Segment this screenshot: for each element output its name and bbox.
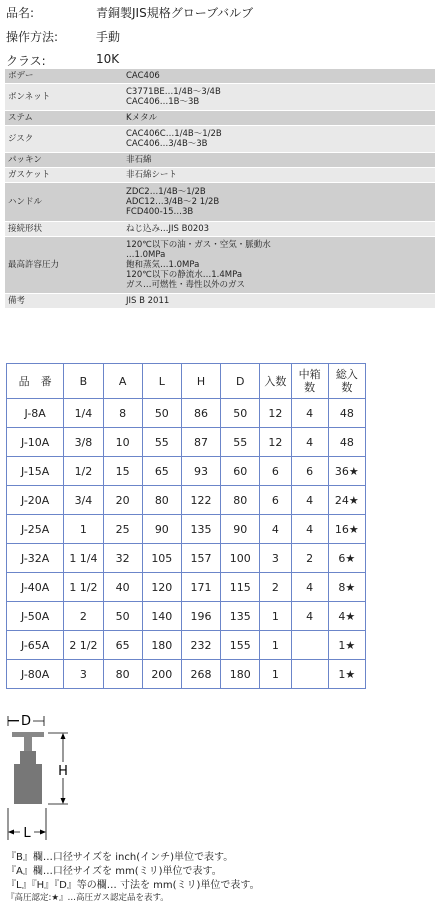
table-cell: 6 (291, 457, 328, 486)
table-cell: J-50A (7, 602, 64, 631)
table-header: 入数 (260, 364, 291, 399)
spec-value-line: 120℃以下の静流水…1.4MPa (126, 270, 243, 280)
table-row (7, 573, 366, 602)
table-cell: 200 (142, 660, 181, 689)
table-header: A (103, 364, 142, 399)
table-cell: 100 (221, 544, 260, 573)
table-cell: 135 (181, 515, 220, 544)
spec-label: ステム (5, 111, 123, 126)
table-header: 総入 数 (328, 364, 365, 399)
spec-value (123, 237, 435, 294)
spec-value-line: C3771BE…1/4B〜3/4B (126, 87, 221, 97)
table-cell: 157 (181, 544, 220, 573)
table-cell: 140 (142, 602, 181, 631)
table-cell: 55 (142, 428, 181, 457)
valve-handle (12, 732, 44, 737)
table-cell: 48 (328, 428, 365, 457)
header-label: 操作方法: (6, 30, 59, 44)
table-cell: 2 (64, 602, 103, 631)
spec-label: 備考 (5, 294, 123, 309)
spec-value-line: 120℃以下の油・ガス・空気・脈動水 (126, 240, 271, 250)
table-header: H (181, 364, 220, 399)
table-cell: 80 (221, 486, 260, 515)
spec-label: ボンネット (5, 84, 123, 111)
table-cell: 4 (291, 515, 328, 544)
spec-value (123, 183, 435, 222)
d-label: D (20, 714, 32, 729)
note-line: 『高圧認定:★』…高圧ガス認定品を表す。 (6, 893, 169, 903)
spec-row (5, 294, 435, 309)
table-cell: 1/4 (64, 399, 103, 428)
spec-label: ハンドル (5, 183, 123, 222)
spec-row (5, 168, 435, 183)
table-cell: 155 (221, 631, 260, 660)
table-header: D (221, 364, 260, 399)
table-cell: 3 (64, 660, 103, 689)
table-cell: 80 (142, 486, 181, 515)
note-line: 『B』欄…口径サイズを inch(インチ)単位で表す。 (6, 852, 234, 863)
spec-value-line: CAC406…1B〜3B (126, 97, 200, 107)
spec-value-line: CAC406…3/4B〜3B (126, 139, 208, 149)
spec-value-line: 非石綿シート (126, 170, 178, 180)
table-cell: 4 (260, 515, 291, 544)
spec-row (5, 69, 435, 84)
table-cell: 15 (103, 457, 142, 486)
table-row (7, 486, 366, 515)
table-cell: 3/4 (64, 486, 103, 515)
table-header: B (64, 364, 103, 399)
table-row (7, 602, 366, 631)
table-cell (291, 660, 328, 689)
table-cell: 135 (221, 602, 260, 631)
spec-value-line: ねじ込み…JIS B0203 (126, 224, 210, 234)
table-cell: 1 (260, 602, 291, 631)
spec-value-line: CAC406C…1/4B〜1/2B (126, 129, 222, 139)
table-cell: 40 (103, 573, 142, 602)
table-cell: 232 (181, 631, 220, 660)
table-cell: 4★ (328, 602, 365, 631)
table-cell: 48 (328, 399, 365, 428)
header-value: 手動 (96, 30, 121, 44)
table-row (7, 660, 366, 689)
table-cell: 8★ (328, 573, 365, 602)
spec-value (123, 69, 435, 84)
table-cell: 50 (103, 602, 142, 631)
table-header: 品 番 (7, 364, 64, 399)
table-cell: 24★ (328, 486, 365, 515)
table-row (7, 457, 366, 486)
spec-value-line: JIS B 2011 (126, 296, 170, 306)
spec-value-line: FCD400-15…3B (126, 207, 194, 217)
valve-stem (24, 737, 32, 751)
table-row (7, 399, 366, 428)
table-cell: 80 (103, 660, 142, 689)
table-cell: 115 (221, 573, 260, 602)
table-cell: 2 1/2 (64, 631, 103, 660)
spec-label: パッキン (5, 153, 123, 168)
table-cell: 12 (260, 399, 291, 428)
spec-value (123, 294, 435, 309)
note-line: 『L』『H』『D』等の欄… 寸法を mm(ミリ)単位で表す。 (6, 880, 260, 891)
header-label: 品名: (6, 6, 35, 20)
table-cell: 4 (291, 602, 328, 631)
table-cell: 171 (181, 573, 220, 602)
spec-row (5, 183, 435, 222)
l-label: L (23, 826, 31, 841)
spec-label: ガスケット (5, 168, 123, 183)
spec-label: 最高許容圧力 (5, 237, 123, 294)
spec-value-line: ZDC2…1/4B〜1/2B (126, 187, 206, 197)
table-cell: 6 (260, 486, 291, 515)
header-label: クラス: (6, 54, 46, 68)
table-row (7, 544, 366, 573)
spec-value-line: Kメタル (126, 113, 158, 123)
table-cell: 120 (142, 573, 181, 602)
spec-value-line: ADC12…3/4B〜2 1/2B (126, 197, 220, 207)
table-cell: 268 (181, 660, 220, 689)
table-cell: J-8A (7, 399, 64, 428)
spec-value-line: CAC406 (126, 71, 160, 81)
table-cell: 32 (103, 544, 142, 573)
dimension-table (6, 363, 366, 689)
spec-value (123, 153, 435, 168)
table-cell: 25 (103, 515, 142, 544)
table-cell: J-15A (7, 457, 64, 486)
table-cell: 87 (181, 428, 220, 457)
spec-table (5, 69, 435, 309)
table-cell: 4 (291, 428, 328, 457)
spec-value (123, 84, 435, 111)
table-row (7, 428, 366, 457)
table-cell: 6 (260, 457, 291, 486)
table-cell: 10 (103, 428, 142, 457)
valve-dimension-diagram (6, 712, 96, 842)
table-row (7, 515, 366, 544)
spec-value (123, 168, 435, 183)
table-cell: 50 (221, 399, 260, 428)
table-cell: 65 (103, 631, 142, 660)
table-cell: 36★ (328, 457, 365, 486)
table-cell: 50 (142, 399, 181, 428)
table-header: L (142, 364, 181, 399)
table-cell: 90 (142, 515, 181, 544)
table-cell: 86 (181, 399, 220, 428)
spec-label: ジスク (5, 126, 123, 153)
table-cell: 55 (221, 428, 260, 457)
h-label: H (58, 764, 68, 779)
table-cell: J-20A (7, 486, 64, 515)
table-cell: 1★ (328, 631, 365, 660)
table-cell: 2 (291, 544, 328, 573)
table-cell: 1 1/4 (64, 544, 103, 573)
table-cell: J-32A (7, 544, 64, 573)
header-value: 10K (96, 52, 120, 66)
spec-value-line: ガス…可燃性・毒性以外のガス (126, 280, 246, 290)
spec-value (123, 222, 435, 237)
table-cell: 12 (260, 428, 291, 457)
spec-row (5, 222, 435, 237)
spec-row (5, 153, 435, 168)
table-cell: 60 (221, 457, 260, 486)
table-cell: 1★ (328, 660, 365, 689)
table-cell: 196 (181, 602, 220, 631)
table-cell: 180 (142, 631, 181, 660)
table-cell: 6★ (328, 544, 365, 573)
table-cell: 20 (103, 486, 142, 515)
table-cell (291, 631, 328, 660)
table-cell: 1/2 (64, 457, 103, 486)
table-cell: 93 (181, 457, 220, 486)
table-row (7, 631, 366, 660)
spec-row (5, 237, 435, 294)
table-cell: 1 (64, 515, 103, 544)
table-cell: 1 1/2 (64, 573, 103, 602)
spec-value (123, 111, 435, 126)
spec-value-line: …1.0MPa (126, 250, 166, 260)
spec-value-line: 非石綿 (126, 155, 152, 165)
table-cell: 105 (142, 544, 181, 573)
table-cell: 65 (142, 457, 181, 486)
spec-label: ボデー (5, 69, 123, 84)
spec-row (5, 111, 435, 126)
table-cell: J-80A (7, 660, 64, 689)
table-cell: 4 (291, 486, 328, 515)
table-cell: J-40A (7, 573, 64, 602)
spec-row (5, 126, 435, 153)
valve-body (14, 751, 42, 804)
table-cell: J-10A (7, 428, 64, 457)
note-line: 『A』欄…口径サイズを mm(ミリ)単位で表す。 (6, 866, 222, 877)
table-cell: 8 (103, 399, 142, 428)
table-cell: 4 (291, 399, 328, 428)
table-cell: 16★ (328, 515, 365, 544)
table-cell: J-65A (7, 631, 64, 660)
table-cell: J-25A (7, 515, 64, 544)
table-cell: 3 (260, 544, 291, 573)
table-cell: 90 (221, 515, 260, 544)
table-cell: 180 (221, 660, 260, 689)
table-cell: 1 (260, 660, 291, 689)
table-header: 中箱 数 (291, 364, 328, 399)
spec-row (5, 84, 435, 111)
table-cell: 4 (291, 573, 328, 602)
table-cell: 3/8 (64, 428, 103, 457)
spec-value-line: 飽和蒸気…1.0MPa (126, 260, 200, 270)
table-cell: 1 (260, 631, 291, 660)
spec-value (123, 126, 435, 153)
spec-label: 接続形状 (5, 222, 123, 237)
table-cell: 122 (181, 486, 220, 515)
header-value: 青銅製JIS規格グローブバルブ (96, 6, 254, 20)
table-cell: 2 (260, 573, 291, 602)
